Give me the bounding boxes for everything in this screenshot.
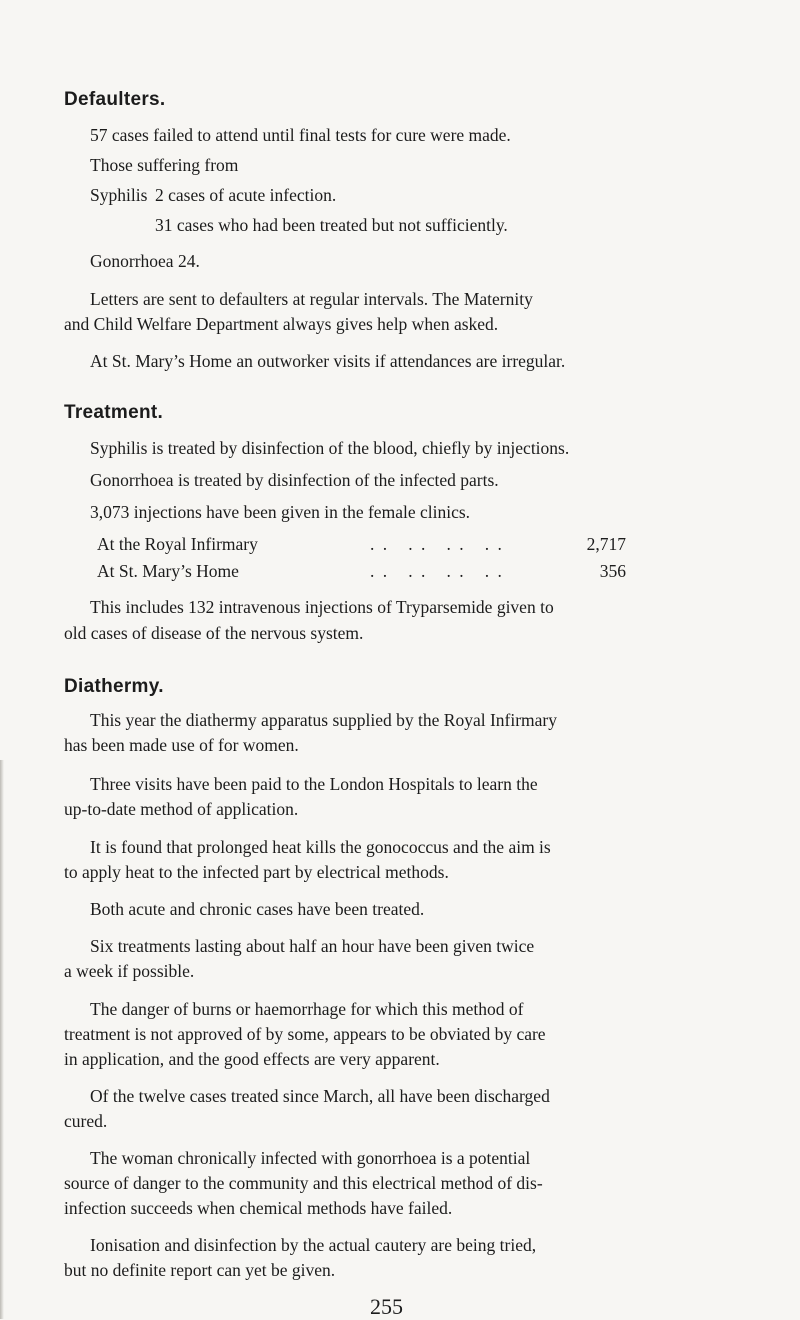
diathermy-line: The woman chronically infected with gonorrhoea is a potential — [90, 1148, 531, 1168]
diathermy-line: Six treatments lasting about half an hour have been given twice — [90, 936, 535, 956]
treatment-heading: Treatment. — [64, 402, 164, 423]
diathermy-line: a week if possible. — [64, 961, 195, 981]
treatment-line: Syphilis is treated by disinfection of the blood, chiefly by injections. — [90, 438, 570, 458]
diathermy-line: to apply heat to the infected part by electrical methods. — [64, 862, 449, 882]
treatment-line: 3,073 injections have been given in the female clinics. — [90, 502, 471, 522]
diathermy-line: Of the twelve cases treated since March, all have been discharged — [90, 1086, 550, 1106]
diathermy-line: but no definite report can yet be given. — [64, 1260, 336, 1280]
treatment-line: old cases of disease of the nervous system. — [64, 623, 364, 643]
defaulters-line: Those suffering from — [90, 155, 239, 175]
injection-row-label: At St. Mary’s Home — [97, 561, 239, 581]
defaulters-line: Gonorrhoea 24. — [90, 251, 200, 271]
defaulters-heading: Defaulters. — [64, 89, 166, 110]
diathermy-line: This year the diathermy apparatus supplied by the Royal Infirmary — [90, 710, 558, 730]
injection-row-leader: . . . . . . . . — [370, 561, 504, 581]
diathermy-line: It is found that prolonged heat kills the gonococcus and the aim is — [90, 837, 551, 857]
injection-row-value: 2,717 — [586, 534, 626, 554]
treatment-line: This includes 132 intravenous injections of Tryparsemide given to — [90, 597, 554, 617]
diathermy-line: treatment is not approved of by some, appears to be obviated by care — [64, 1024, 546, 1044]
diathermy-line: in application, and the good effects are very apparent. — [64, 1049, 440, 1069]
diathermy-heading: Diathermy. — [64, 676, 164, 697]
injection-row-value: 356 — [599, 561, 626, 581]
defaulters-line: 2 cases of acute infection. — [155, 185, 337, 205]
injection-row-label: At the Royal Infirmary — [97, 534, 258, 554]
treatment-line: Gonorrhoea is treated by disinfection of the infected parts. — [90, 470, 499, 490]
defaulters-line: 57 cases failed to attend until final tests for cure were made. — [90, 125, 511, 145]
diathermy-line: source of danger to the community and this electrical method of dis- — [64, 1173, 543, 1193]
diathermy-line: The danger of burns or haemorrhage for which this method of — [90, 999, 524, 1019]
diathermy-line: Both acute and chronic cases have been treated. — [90, 899, 425, 919]
defaulters-line: and Child Welfare Department always gives help when asked. — [64, 314, 499, 334]
diathermy-line: Three visits have been paid to the London Hospitals to learn the — [90, 774, 538, 794]
defaulters-line: 31 cases who had been treated but not sufficiently. — [155, 215, 508, 235]
defaulters-line-syphilis-label: Syphilis — [90, 185, 148, 205]
defaulters-line: At St. Mary’s Home an outworker visits if attendances are irregular. — [90, 351, 566, 371]
diathermy-line: cured. — [64, 1111, 108, 1131]
diathermy-line: up-to-date method of application. — [64, 799, 299, 819]
diathermy-line: has been made use of for women. — [64, 735, 299, 755]
page-edge-shadow — [0, 760, 4, 1319]
diathermy-line: infection succeeds when chemical methods have failed. — [64, 1198, 453, 1218]
defaulters-line: Letters are sent to defaulters at regular intervals. The Maternity — [90, 289, 533, 309]
injection-row-leader: . . . . . . . . — [370, 534, 504, 554]
diathermy-line: Ionisation and disinfection by the actual cautery are being tried, — [90, 1235, 537, 1255]
page-number: 255 — [370, 1294, 403, 1319]
